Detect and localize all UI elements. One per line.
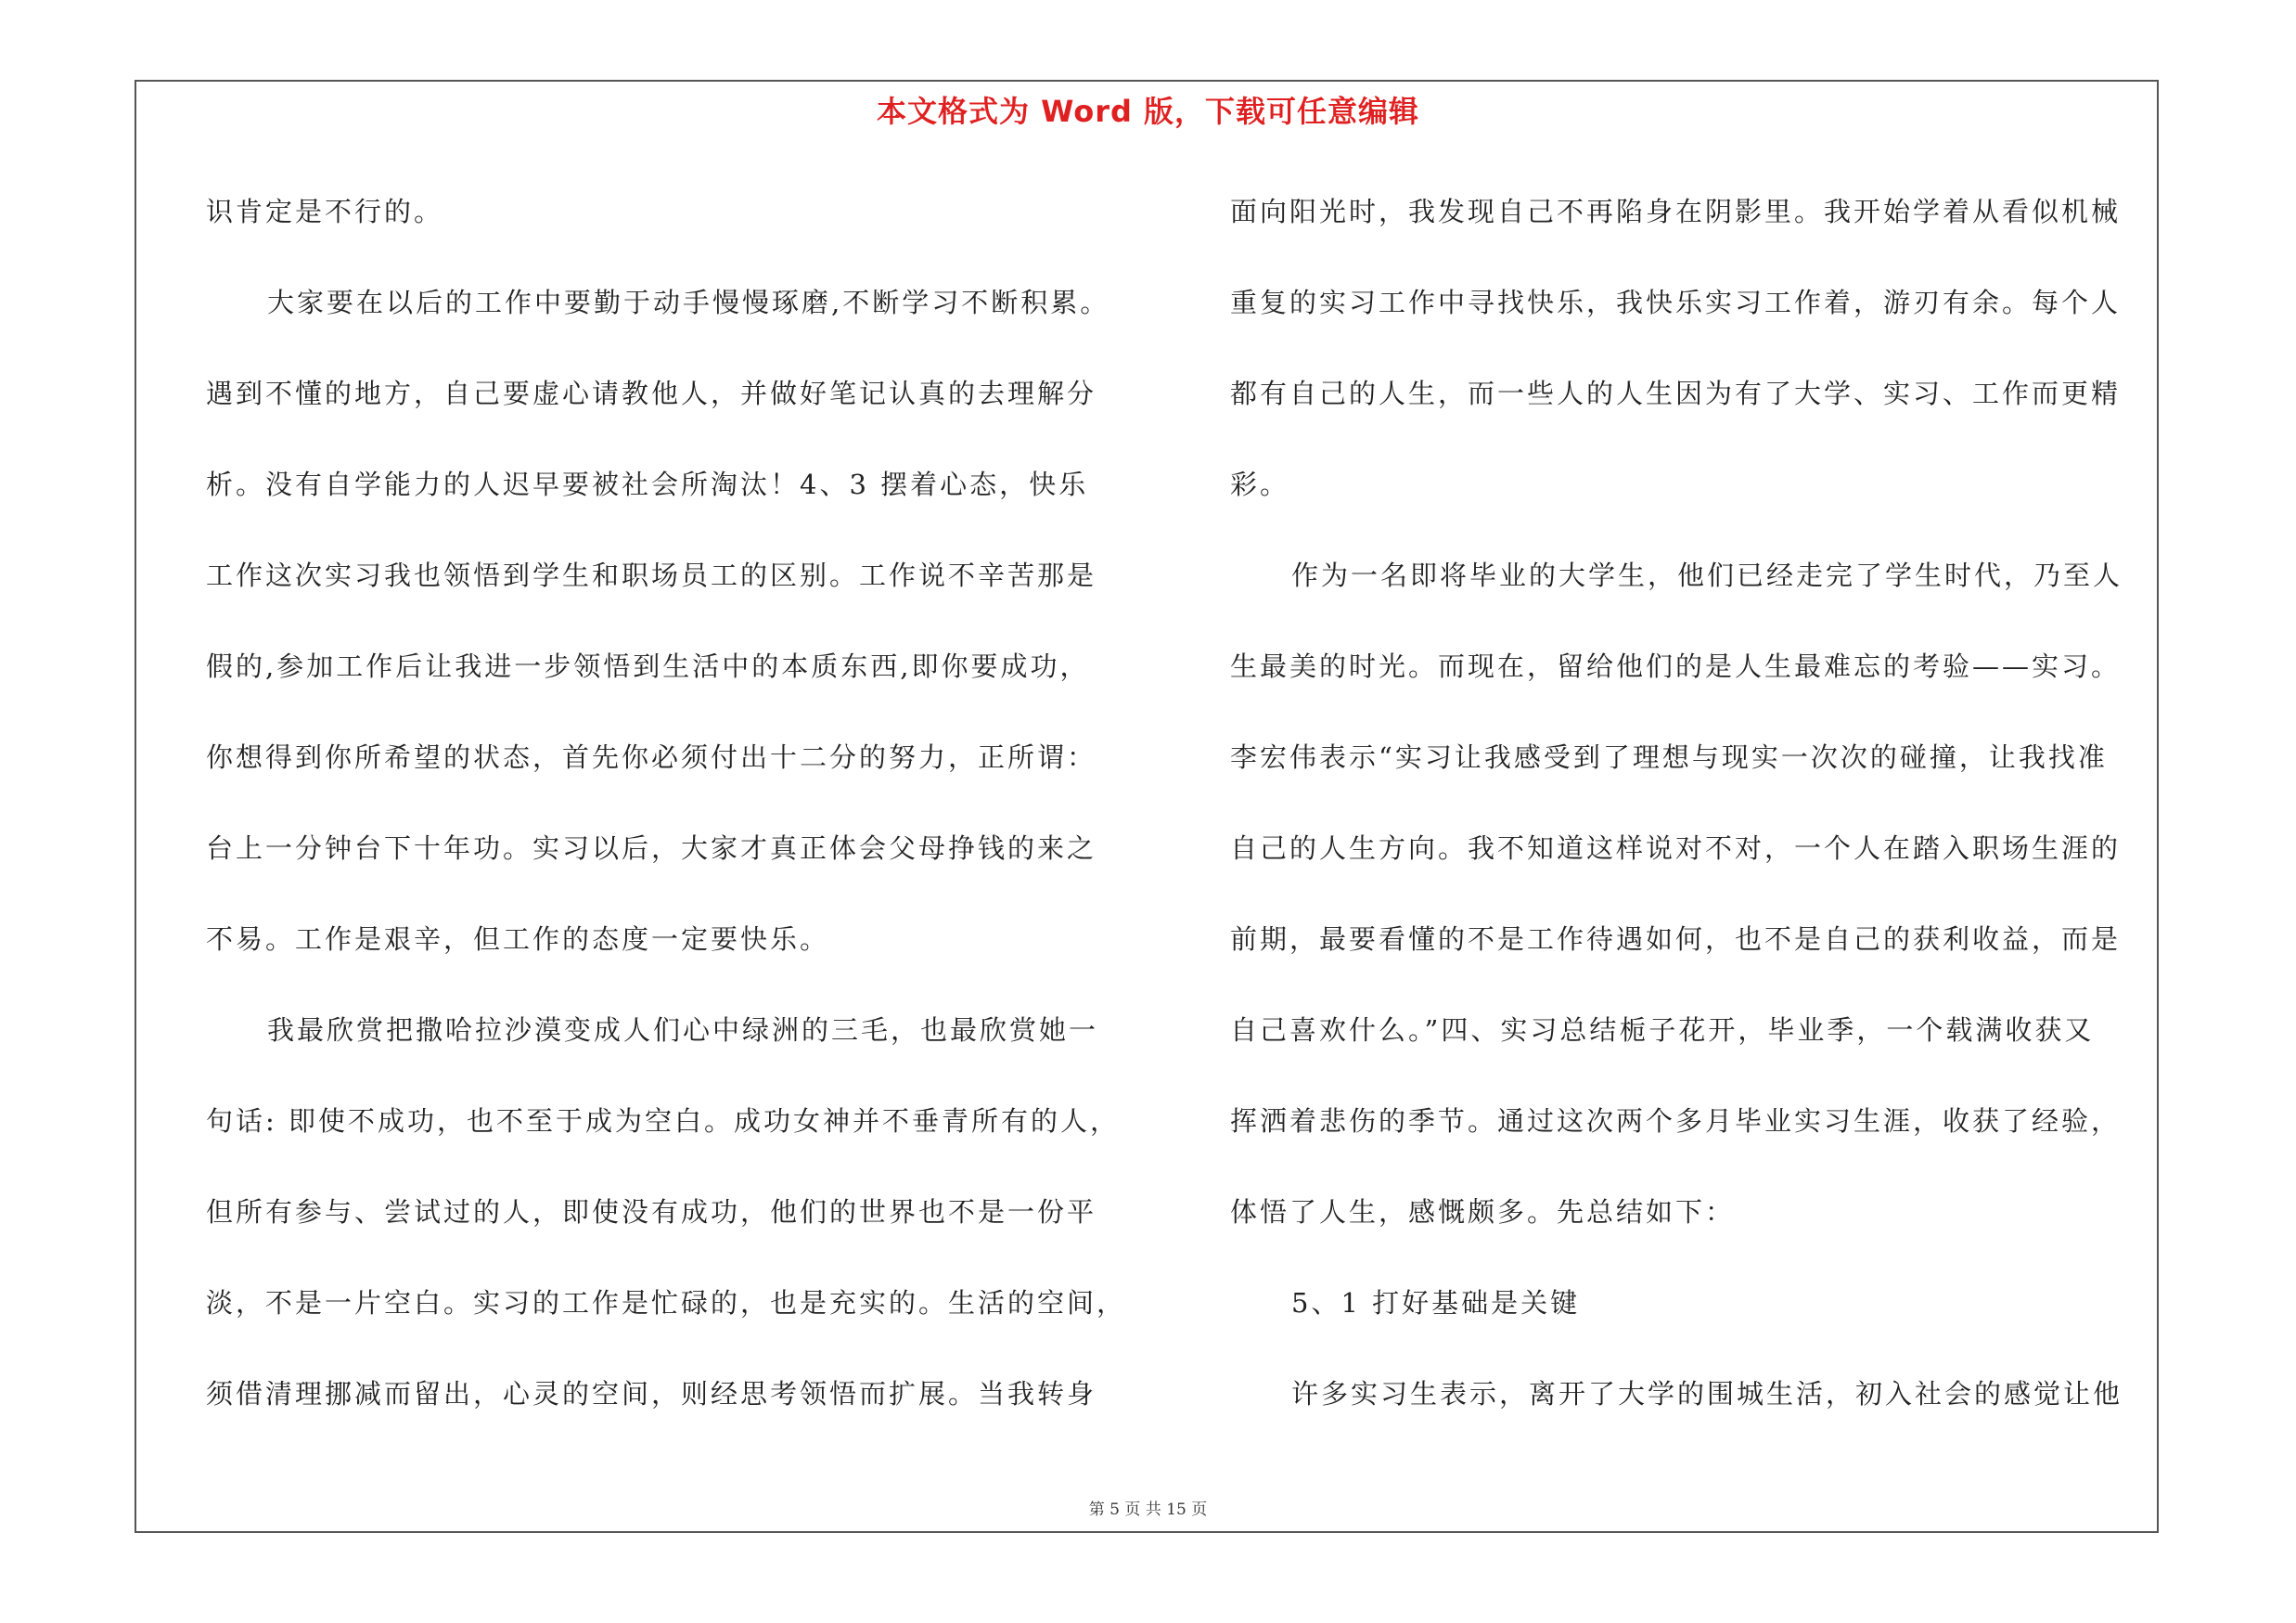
text-line: 都有自己的人生，而一些人的人生因为有了大学、实习、工作而更精 xyxy=(1230,378,2122,409)
text-line: 彩。 xyxy=(1230,469,1290,500)
text-line: 识肯定是不行的。 xyxy=(206,196,444,227)
text-line: 但所有参与、尝试过的人，即使没有成功，他们的世界也不是一份平 xyxy=(206,1196,1097,1228)
text-line: 台上一分钟台下十年功。实习以后，大家才真正体会父母挣钱的来之 xyxy=(206,832,1097,864)
text-line: 生最美的时光。而现在，留给他们的是人生最难忘的考验——实习。 xyxy=(1230,650,2122,682)
text-line: 须借清理挪减而留出，心灵的空间，则经思考领悟而扩展。当我转身 xyxy=(206,1378,1097,1410)
text-line: 遇到不懂的地方，自己要虚心请教他人，并做好笔记认真的去理解分 xyxy=(206,378,1097,409)
text-line: 作为一名即将毕业的大学生，他们已经走完了学生时代，乃至人 xyxy=(1291,560,2123,591)
right-column xyxy=(1230,184,2148,1457)
left-column xyxy=(206,184,1127,1457)
text-line: 重复的实习工作中寻找快乐，我快乐实习工作着，游刃有余。每个人 xyxy=(1230,287,2122,318)
text-line: 我最欣赏把撒哈拉沙漠变成人们心中绿洲的三毛，也最欣赏她一 xyxy=(267,1014,1099,1046)
text-line: 面向阳光时，我发现自己不再陷身在阴影里。我开始学着从看似机械 xyxy=(1230,196,2122,227)
text-line: 大家要在以后的工作中要勤于动手慢慢琢磨,不断学习不断积累。 xyxy=(267,287,1110,318)
text-line: 句话: 即使不成功，也不至于成为空白。成功女神并不垂青所有的人， xyxy=(206,1105,1120,1137)
text-line: 自己喜欢什么。”四、实习总结栀子花开，毕业季，一个载满收获又 xyxy=(1230,1014,2095,1046)
text-line: 前期，最要看懂的不是工作待遇如何，也不是自己的获利收益，而是 xyxy=(1230,923,2122,955)
text-line: 不易。工作是艰辛，但工作的态度一定要快乐。 xyxy=(206,923,830,955)
text-line: 工作这次实习我也领悟到学生和职场员工的区别。工作说不辛苦那是 xyxy=(206,560,1097,591)
text-line: 挥洒着悲伤的季节。通过这次两个多月毕业实习生涯，收获了经验， xyxy=(1230,1105,2122,1137)
text-line: 许多实习生表示，离开了大学的围城生活，初入社会的感觉让他 xyxy=(1291,1378,2123,1410)
text-line: 自己的人生方向。我不知道这样说对不对，一个人在踏入职场生涯的 xyxy=(1230,832,2122,864)
text-line: 5、1 打好基础是关键 xyxy=(1291,1287,1581,1319)
text-line: 淡，不是一片空白。实习的工作是忙碌的，也是充实的。生活的空间， xyxy=(206,1287,1127,1319)
text-line: 李宏伟表示“实习让我感受到了理想与现实一次次的碰撞，让我找准 xyxy=(1230,741,2108,773)
text-line: 体悟了人生，感慨颇多。先总结如下： xyxy=(1230,1196,1736,1228)
header-banner: 本文格式为 Word 版，下载可任意编辑 xyxy=(876,94,1420,129)
text-line: 析。没有自学能力的人迟早要被社会所淘汰！4、3 摆着心态，快乐 xyxy=(206,469,1089,500)
text-line: 假的,参加工作后让我进一步领悟到生活中的本质东西,即你要成功， xyxy=(206,650,1090,682)
page-number-footer: 第 5 页 共 15 页 xyxy=(1088,1501,1208,1519)
text-line: 你想得到你所希望的状态，首先你必须付出十二分的努力，正所谓： xyxy=(206,741,1097,773)
